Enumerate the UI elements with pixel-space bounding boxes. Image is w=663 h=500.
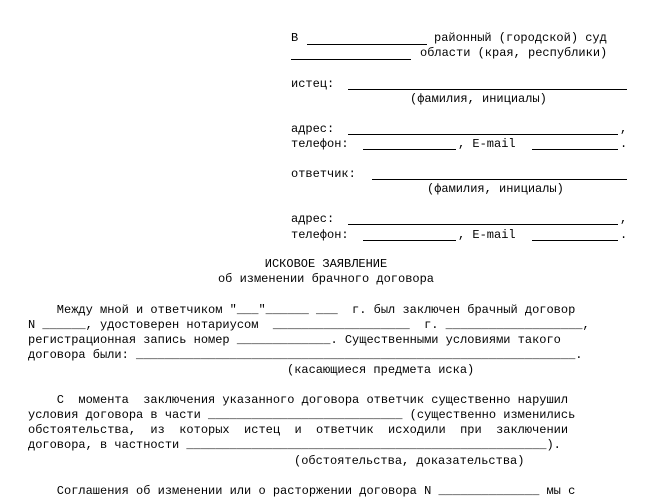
region-blank: [291, 59, 411, 60]
p1-line-1: Между мной и ответчиком "___"______ ___ г. был заключен брачный договор: [28, 303, 576, 317]
comma: ,: [620, 212, 628, 226]
defendant-phone-blank: [363, 240, 456, 241]
plaintiff-name-blank: [348, 89, 627, 90]
p2-line-4: договора, в частности __________________________________________________).: [28, 438, 561, 452]
court-prefix: В: [291, 31, 299, 45]
p2-line-2: условия договора в части ___________________________ (существенно изменились: [28, 408, 576, 422]
plaintiff-email-blank: [532, 149, 618, 150]
plaintiff-address-label: адрес:: [291, 122, 335, 136]
period: .: [620, 137, 628, 151]
comma: ,: [620, 122, 628, 136]
p3-line-1: Соглашения об изменении или о расторжении договора N ______________ мы с: [28, 484, 576, 498]
p2-line-3: обстоятельства, из которых истец и ответчик исходили при заключении: [28, 423, 569, 437]
plaintiff-address-blank: [348, 134, 618, 135]
defendant-address-blank: [348, 224, 618, 225]
plaintiff-email-label: , E-mail: [458, 137, 516, 151]
defendant-name-blank: [372, 179, 627, 180]
defendant-label: ответчик:: [291, 167, 356, 181]
p1-line-4: договора были: _____________________________________________________________.: [28, 348, 583, 362]
defendant-hint: (фамилия, инициалы): [427, 182, 564, 196]
defendant-email-blank: [532, 240, 618, 241]
defendant-phone-label: телефон:: [291, 228, 349, 242]
title-line-2: об изменении брачного договора: [217, 272, 435, 286]
p1-line-3: регистрационная запись номер _____________. Существенными условиями такого: [28, 333, 561, 347]
p2-line-1: С момента заключения указанного договора ответчик существенно нарушил: [28, 393, 569, 407]
p1-hint: (касающиеся предмета иска): [287, 363, 475, 377]
plaintiff-phone-blank: [363, 149, 456, 150]
defendant-address-label: адрес:: [291, 212, 335, 226]
p2-hint: (обстоятельства, доказательства): [294, 454, 525, 468]
p1-line-2: N ______, удостоверен нотариусом ___________________ г. ___________________,: [28, 318, 590, 332]
court-suffix: районный (городской) суд: [434, 31, 607, 45]
defendant-email-label: , E-mail: [458, 228, 516, 242]
title-line-1: ИСКОВОЕ ЗАЯВЛЕНИЕ: [264, 257, 388, 271]
period: .: [620, 228, 628, 242]
plaintiff-hint: (фамилия, инициалы): [410, 92, 547, 106]
plaintiff-phone-label: телефон:: [291, 137, 349, 151]
region-suffix: области (края, республики): [420, 46, 608, 60]
plaintiff-label: истец:: [291, 77, 335, 91]
court-name-blank: [307, 44, 427, 45]
